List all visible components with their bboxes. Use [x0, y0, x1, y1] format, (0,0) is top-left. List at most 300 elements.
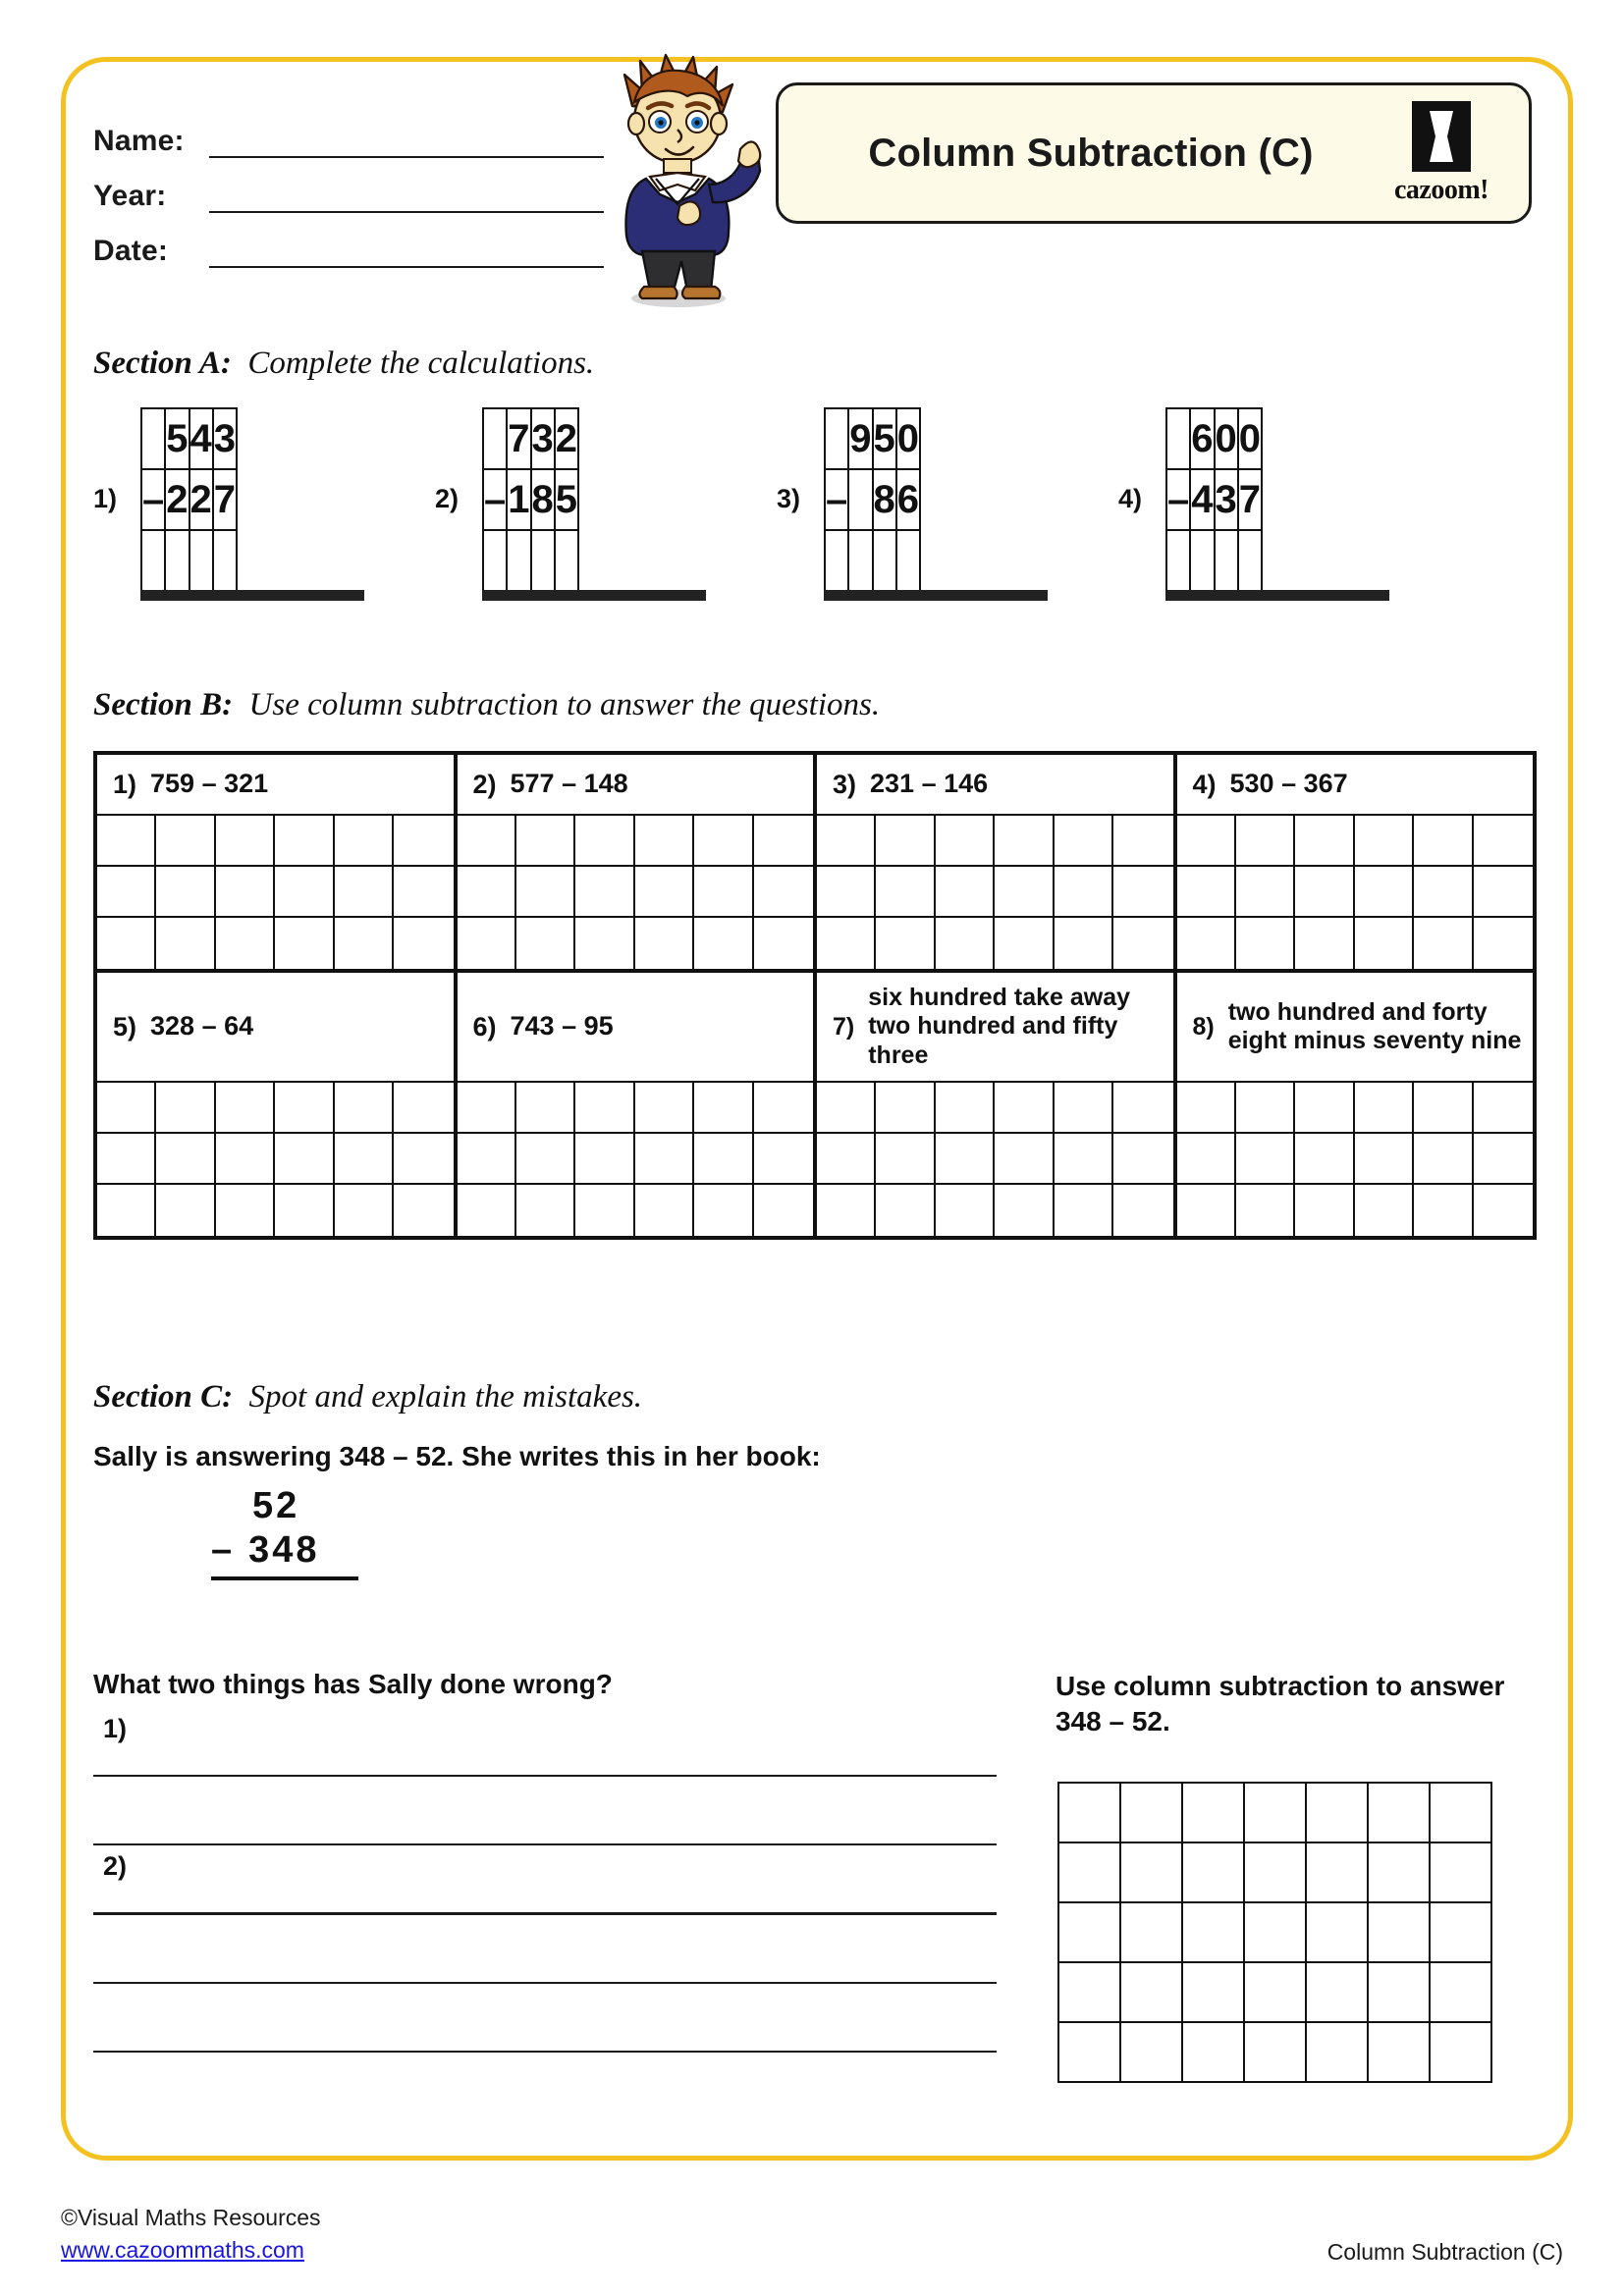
grid-cell[interactable]: [1120, 2022, 1182, 2082]
grid-cell[interactable]: [1055, 1185, 1113, 1236]
question-label: [97, 755, 454, 816]
cell[interactable]: [1166, 408, 1190, 469]
grid-cell[interactable]: [335, 816, 394, 867]
grid-cell[interactable]: [635, 1185, 694, 1236]
question-number: 3): [833, 769, 857, 799]
column-sum-grid[interactable]: [1165, 407, 1263, 592]
grid-cell[interactable]: [1113, 1134, 1172, 1185]
grid-cell[interactable]: [1295, 918, 1354, 969]
grid-cell[interactable]: [635, 816, 694, 867]
section-b-question-8: [1177, 973, 1534, 1236]
grid-cell[interactable]: [335, 1083, 394, 1134]
section-c-answer-grid[interactable]: [1057, 1782, 1492, 2083]
cell[interactable]: 0: [896, 408, 920, 469]
grid-cell[interactable]: [1244, 1783, 1306, 1842]
grid-cell[interactable]: [876, 1083, 935, 1134]
cell[interactable]: 3: [1215, 469, 1238, 530]
grid-cell[interactable]: [817, 918, 876, 969]
question-label: [1177, 973, 1534, 1083]
grid-cell[interactable]: [1177, 1134, 1236, 1185]
question-number: 4): [1192, 769, 1217, 799]
cell[interactable]: 9: [848, 408, 872, 469]
cell[interactable]: [825, 408, 848, 469]
answer-rule: [1165, 590, 1389, 601]
grid-cell[interactable]: [1055, 918, 1113, 969]
grid-cell[interactable]: [335, 918, 394, 969]
section-b-question-4: [1177, 755, 1534, 969]
question-text: 759 – 321: [150, 769, 269, 799]
grid-cell[interactable]: [1120, 1783, 1182, 1842]
grid-cell[interactable]: [275, 918, 334, 969]
grid-cell[interactable]: [635, 867, 694, 918]
cell[interactable]: 6: [896, 469, 920, 530]
name-label: Name:: [93, 125, 185, 157]
answer-cell[interactable]: [873, 530, 896, 591]
grid-cell[interactable]: [1058, 1902, 1120, 1962]
footer-right: Column Subtraction (C): [1326, 2239, 1563, 2265]
answer-rule[interactable]: [93, 1912, 997, 1914]
section-b-question-6: [458, 973, 818, 1236]
grid-cell[interactable]: [1236, 867, 1295, 918]
grid-cell[interactable]: [275, 867, 334, 918]
cell[interactable]: 5: [555, 469, 578, 530]
grid-cell[interactable]: [1414, 867, 1473, 918]
grid-cell[interactable]: [1113, 816, 1172, 867]
grid-cell[interactable]: [575, 1083, 634, 1134]
grid-cell[interactable]: [1244, 2022, 1306, 2082]
grid-cell[interactable]: [1295, 1134, 1354, 1185]
grid-cell[interactable]: [575, 918, 634, 969]
problem-number: 4): [1118, 484, 1143, 513]
grid-cell[interactable]: [1236, 918, 1295, 969]
grid-cell[interactable]: [575, 816, 634, 867]
grid-cell[interactable]: [458, 867, 516, 918]
column-sum-grid[interactable]: [140, 407, 238, 592]
grid-cell[interactable]: [1306, 2022, 1368, 2082]
answer-cell[interactable]: [1190, 530, 1214, 591]
grid-cell[interactable]: [216, 1083, 275, 1134]
grid-cell[interactable]: [97, 816, 156, 867]
grid-cell[interactable]: [635, 918, 694, 969]
grid-cell[interactable]: [1295, 867, 1354, 918]
grid-cell[interactable]: [458, 816, 516, 867]
grid-cell[interactable]: [876, 918, 935, 969]
answer-number: 2): [103, 1851, 128, 1882]
grid-cell[interactable]: [394, 1185, 453, 1236]
grid-cell[interactable]: [335, 1134, 394, 1185]
grid-cell[interactable]: [335, 867, 394, 918]
grid-cell[interactable]: [1474, 1083, 1533, 1134]
grid-cell[interactable]: [1058, 2022, 1120, 2082]
grid-cell[interactable]: [1368, 1842, 1430, 1902]
question-label: [458, 755, 814, 816]
grid-cell[interactable]: [156, 1134, 215, 1185]
grid-cell[interactable]: [817, 1185, 876, 1236]
answer-item-1: [93, 1708, 997, 1777]
grid-cell[interactable]: [817, 816, 876, 867]
answer-cell[interactable]: [1215, 530, 1238, 591]
answer-cell[interactable]: [165, 530, 189, 591]
grid-cell[interactable]: [1295, 816, 1354, 867]
answer-cell[interactable]: [141, 530, 165, 591]
grid-cell[interactable]: [754, 816, 813, 867]
answer-number: 1): [103, 1714, 128, 1743]
grid-cell[interactable]: [936, 918, 995, 969]
cell[interactable]: 8: [531, 469, 555, 530]
grid-cell[interactable]: [1058, 1842, 1120, 1902]
grid-cell[interactable]: [635, 1134, 694, 1185]
use-column-block: [1056, 1669, 1527, 1740]
grid-cell[interactable]: [1113, 918, 1172, 969]
grid-cell[interactable]: [1244, 1962, 1306, 2022]
grid-cell[interactable]: [1113, 1083, 1172, 1134]
grid-cell[interactable]: [1120, 1842, 1182, 1902]
grid-cell[interactable]: [1177, 1083, 1236, 1134]
question-number: 6): [472, 1011, 497, 1041]
grid-cell[interactable]: [995, 918, 1054, 969]
grid-cell[interactable]: [876, 816, 935, 867]
grid-cell[interactable]: [1236, 1083, 1295, 1134]
cell[interactable]: 7: [507, 408, 530, 469]
grid-cell[interactable]: [516, 816, 575, 867]
grid-cell[interactable]: [156, 918, 215, 969]
grid-cell[interactable]: [394, 1083, 453, 1134]
grid-cell[interactable]: [1355, 1083, 1414, 1134]
cell[interactable]: 4: [1190, 469, 1214, 530]
cell[interactable]: 3: [531, 408, 555, 469]
answer-cell[interactable]: [483, 530, 507, 591]
grid-cell[interactable]: [156, 1185, 215, 1236]
grid-cell[interactable]: [394, 1134, 453, 1185]
grid-cell[interactable]: [1058, 1783, 1120, 1842]
cell[interactable]: 3: [213, 408, 237, 469]
name-input-line[interactable]: [209, 123, 604, 158]
grid-cell[interactable]: [1306, 1962, 1368, 2022]
grid-cell[interactable]: [936, 816, 995, 867]
grid-cell[interactable]: [754, 1185, 813, 1236]
question-label: [817, 973, 1173, 1083]
grid-cell[interactable]: [458, 1083, 516, 1134]
working-grid[interactable]: [97, 816, 454, 969]
grid-cell[interactable]: [394, 867, 453, 918]
problem-number: 1): [93, 484, 118, 513]
cell[interactable]: 2: [555, 408, 578, 469]
section-b-question-2: [458, 755, 818, 969]
grid-cell[interactable]: [1244, 1842, 1306, 1902]
sally-calc-bottom-row: [211, 1528, 358, 1573]
grid-cell[interactable]: [754, 867, 813, 918]
sally-prompt: Sally is answering 348 – 52. She writes this in her book:: [93, 1441, 821, 1471]
grid-cell[interactable]: [1306, 1783, 1368, 1842]
grid-cell[interactable]: [694, 1083, 753, 1134]
grid-cell[interactable]: [458, 918, 516, 969]
grid-cell[interactable]: [516, 918, 575, 969]
grid-cell[interactable]: [876, 1185, 935, 1236]
grid-cell[interactable]: [1177, 816, 1236, 867]
grid-cell[interactable]: [275, 816, 334, 867]
section-b-row-2: [97, 973, 1533, 1236]
working-grid[interactable]: [458, 1083, 814, 1236]
grid-cell[interactable]: [1120, 1962, 1182, 2022]
working-grid[interactable]: [1177, 1083, 1534, 1236]
answer-rule: [824, 590, 1048, 601]
grid-cell[interactable]: [1414, 816, 1473, 867]
answer-rule: [482, 590, 706, 601]
grid-cell[interactable]: [1058, 1962, 1120, 2022]
operator-cell: –: [483, 469, 507, 530]
section-b-question-1: [97, 755, 458, 969]
grid-cell[interactable]: [97, 918, 156, 969]
grid-cell[interactable]: [1414, 1185, 1473, 1236]
year-label: Year:: [93, 180, 167, 212]
grid-cell[interactable]: [1430, 1962, 1491, 2022]
question-number: 8): [1192, 1012, 1215, 1041]
grid-cell[interactable]: [97, 1134, 156, 1185]
answer-cell[interactable]: [896, 530, 920, 591]
grid-cell[interactable]: [1430, 2022, 1491, 2082]
grid-cell[interactable]: [995, 1185, 1054, 1236]
grid-cell[interactable]: [1113, 867, 1172, 918]
cell[interactable]: [483, 408, 507, 469]
grid-cell[interactable]: [458, 1134, 516, 1185]
question-text: two hundred and forty eight minus seventy nine: [1227, 997, 1522, 1054]
cazoom-logo-text: cazoom!: [1393, 174, 1489, 205]
question-text: 577 – 148: [510, 769, 628, 799]
grid-cell[interactable]: [635, 1083, 694, 1134]
question-text: 328 – 64: [150, 1011, 254, 1041]
column-sum-grid[interactable]: [482, 407, 579, 592]
grid-cell[interactable]: [1182, 1783, 1244, 1842]
working-grid[interactable]: [458, 816, 814, 969]
cell[interactable]: 1: [507, 469, 530, 530]
grid-cell[interactable]: [1306, 1902, 1368, 1962]
grid-cell[interactable]: [1055, 816, 1113, 867]
grid-cell[interactable]: [575, 1185, 634, 1236]
grid-cell[interactable]: [156, 867, 215, 918]
grid-cell[interactable]: [1430, 1842, 1491, 1902]
grid-cell[interactable]: [156, 1083, 215, 1134]
cell[interactable]: 8: [873, 469, 896, 530]
grid-cell[interactable]: [754, 918, 813, 969]
question-text: 530 – 367: [1229, 769, 1348, 799]
question-label: [458, 973, 814, 1083]
grid-cell[interactable]: [1368, 1962, 1430, 2022]
answer-cell[interactable]: [848, 530, 872, 591]
section-c-instruction: Spot and explain the mistakes.: [248, 1379, 643, 1415]
grid-cell[interactable]: [575, 867, 634, 918]
question-text: 231 – 146: [870, 769, 989, 799]
grid-cell[interactable]: [97, 1083, 156, 1134]
grid-cell[interactable]: [995, 867, 1054, 918]
grid-cell[interactable]: [216, 1134, 275, 1185]
grid-cell[interactable]: [1368, 1902, 1430, 1962]
problem-number: 2): [435, 484, 460, 513]
answer-cell[interactable]: [1238, 530, 1262, 591]
grid-cell[interactable]: [1295, 1083, 1354, 1134]
answer-cell[interactable]: [507, 530, 530, 591]
cell[interactable]: 2: [189, 469, 213, 530]
working-grid[interactable]: [817, 816, 1173, 969]
working-grid[interactable]: [1177, 816, 1534, 969]
grid-cell[interactable]: [97, 1185, 156, 1236]
grid-cell[interactable]: [817, 1134, 876, 1185]
grid-cell[interactable]: [156, 816, 215, 867]
answer-rule: [140, 590, 364, 601]
answer-cell[interactable]: [531, 530, 555, 591]
grid-cell[interactable]: [936, 1134, 995, 1185]
grid-cell[interactable]: [1182, 1962, 1244, 2022]
cell[interactable]: 4: [189, 408, 213, 469]
grid-cell[interactable]: [995, 1083, 1054, 1134]
website-link[interactable]: www.cazoommaths.com: [61, 2237, 304, 2264]
grid-cell[interactable]: [216, 1185, 275, 1236]
grid-cell[interactable]: [1244, 1902, 1306, 1962]
cell[interactable]: 6: [1190, 408, 1214, 469]
grid-cell[interactable]: [1368, 2022, 1430, 2082]
section-b-instruction: Use column subtraction to answer the questions.: [248, 687, 881, 722]
grid-cell[interactable]: [1055, 1134, 1113, 1185]
grid-cell[interactable]: [1414, 918, 1473, 969]
grid-cell[interactable]: [1236, 816, 1295, 867]
cell[interactable]: 2: [165, 469, 189, 530]
section-c-label: Section C:: [93, 1379, 234, 1415]
grid-cell[interactable]: [216, 816, 275, 867]
grid-cell[interactable]: [1236, 1185, 1295, 1236]
grid-cell[interactable]: [1295, 1185, 1354, 1236]
answer-cell[interactable]: [825, 530, 848, 591]
grid-cell[interactable]: [1120, 1902, 1182, 1962]
grid-cell[interactable]: [1474, 867, 1533, 918]
grid-cell[interactable]: [216, 918, 275, 969]
grid-cell[interactable]: [1474, 1134, 1533, 1185]
grid-cell[interactable]: [394, 816, 453, 867]
sally-calc-bottom: 348: [248, 1528, 320, 1571]
answer-rule[interactable]: [93, 1775, 997, 1777]
year-input-line[interactable]: [209, 178, 604, 213]
grid-cell[interactable]: [754, 1083, 813, 1134]
grid-cell[interactable]: [275, 1134, 334, 1185]
operator-cell: –: [1166, 469, 1190, 530]
grid-cell[interactable]: [936, 867, 995, 918]
grid-cell[interactable]: [876, 867, 935, 918]
grid-cell[interactable]: [1236, 1134, 1295, 1185]
grid-cell[interactable]: [575, 1134, 634, 1185]
grid-cell[interactable]: [1368, 1783, 1430, 1842]
working-grid[interactable]: [817, 1083, 1173, 1236]
cell[interactable]: 5: [165, 408, 189, 469]
grid-cell[interactable]: [216, 867, 275, 918]
grid-cell[interactable]: [1430, 1902, 1491, 1962]
grid-cell[interactable]: [1430, 1783, 1491, 1842]
grid-cell[interactable]: [1055, 1083, 1113, 1134]
grid-cell[interactable]: [694, 816, 753, 867]
grid-cell[interactable]: [1474, 1185, 1533, 1236]
cell[interactable]: 5: [873, 408, 896, 469]
grid-cell[interactable]: [458, 1185, 516, 1236]
cell[interactable]: 7: [213, 469, 237, 530]
grid-cell[interactable]: [694, 918, 753, 969]
answer-cell[interactable]: [213, 530, 237, 591]
grid-cell[interactable]: [995, 816, 1054, 867]
grid-cell[interactable]: [1355, 816, 1414, 867]
grid-cell[interactable]: [817, 1083, 876, 1134]
grid-cell[interactable]: [876, 1134, 935, 1185]
cell[interactable]: 0: [1238, 408, 1262, 469]
question-text: 743 – 95: [510, 1011, 614, 1041]
question-label: [817, 755, 1173, 816]
section-b-row-1: [97, 755, 1533, 973]
sally-answer-lines: [93, 1708, 997, 2053]
grid-cell[interactable]: [1414, 1134, 1473, 1185]
column-sum-grid[interactable]: [824, 407, 921, 592]
answer-cell[interactable]: [1166, 530, 1190, 591]
grid-cell[interactable]: [1177, 867, 1236, 918]
grid-cell[interactable]: [1182, 1842, 1244, 1902]
section-b-label: Section B:: [93, 687, 234, 722]
grid-cell[interactable]: [1355, 1134, 1414, 1185]
minus-sign-icon: –: [211, 1528, 236, 1571]
cell[interactable]: 7: [1238, 469, 1262, 530]
grid-cell[interactable]: [394, 918, 453, 969]
grid-cell[interactable]: [1306, 1842, 1368, 1902]
grid-cell[interactable]: [936, 1185, 995, 1236]
grid-cell[interactable]: [1355, 918, 1414, 969]
grid-cell[interactable]: [516, 1185, 575, 1236]
grid-cell[interactable]: [516, 1083, 575, 1134]
cell[interactable]: [141, 408, 165, 469]
grid-cell[interactable]: [694, 1185, 753, 1236]
grid-cell[interactable]: [516, 1134, 575, 1185]
grid-cell[interactable]: [1182, 2022, 1244, 2082]
answer-rule[interactable]: [93, 2051, 997, 2053]
grid-cell[interactable]: [335, 1185, 394, 1236]
section-a-label: Section A:: [93, 346, 232, 381]
section-c-heading: [93, 1379, 642, 1415]
grid-cell[interactable]: [1055, 867, 1113, 918]
grid-cell[interactable]: [1113, 1185, 1172, 1236]
grid-cell[interactable]: [754, 1134, 813, 1185]
grid-cell[interactable]: [1177, 1185, 1236, 1236]
working-grid[interactable]: [97, 1083, 454, 1236]
date-input-line[interactable]: [209, 233, 604, 268]
grid-cell[interactable]: [936, 1083, 995, 1134]
sally-calc-rule: [211, 1576, 358, 1581]
grid-cell[interactable]: [275, 1083, 334, 1134]
answer-cell[interactable]: [555, 530, 578, 591]
grid-cell[interactable]: [995, 1134, 1054, 1185]
copyright-text: ©Visual Maths Resources: [61, 2205, 321, 2230]
grid-cell[interactable]: [1474, 816, 1533, 867]
use-column-instruction: Use column subtraction to answer 348 – 52.: [1056, 1671, 1505, 1737]
grid-cell[interactable]: [1355, 1185, 1414, 1236]
cell[interactable]: 0: [1215, 408, 1238, 469]
grid-cell[interactable]: [275, 1185, 334, 1236]
grid-cell[interactable]: [516, 867, 575, 918]
grid-cell[interactable]: [1414, 1083, 1473, 1134]
footer-left: [61, 2202, 321, 2268]
grid-cell[interactable]: [1355, 867, 1414, 918]
name-field-row: [93, 103, 604, 158]
grid-cell[interactable]: [97, 867, 156, 918]
answer-cell[interactable]: [189, 530, 213, 591]
grid-cell[interactable]: [694, 867, 753, 918]
grid-cell[interactable]: [694, 1134, 753, 1185]
grid-cell[interactable]: [1182, 1902, 1244, 1962]
grid-cell[interactable]: [817, 867, 876, 918]
grid-cell[interactable]: [1177, 918, 1236, 969]
cell[interactable]: [848, 469, 872, 530]
grid-cell[interactable]: [1474, 918, 1533, 969]
